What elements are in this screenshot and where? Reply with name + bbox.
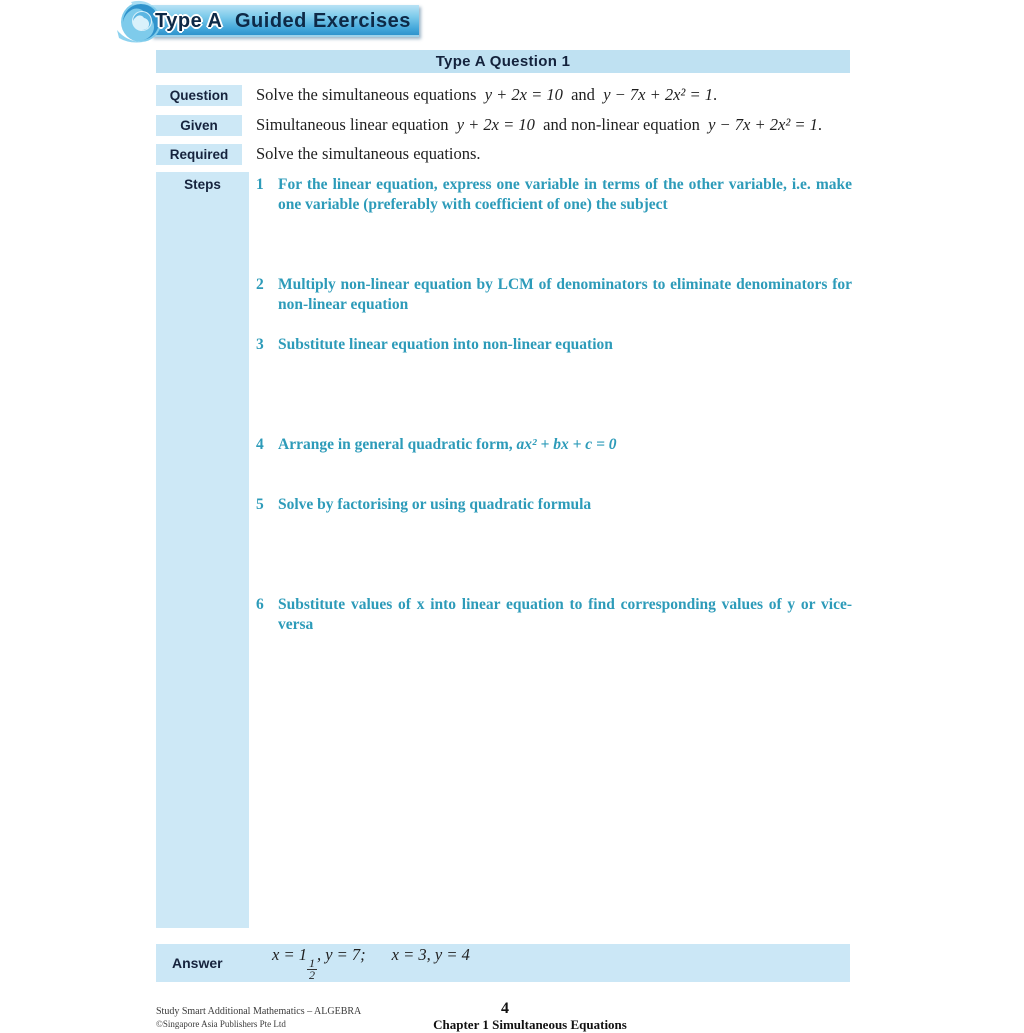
step-text <box>278 275 852 315</box>
given-text-1: Simultaneous linear equation <box>256 115 449 134</box>
question-text-1: Solve the simultaneous equations <box>256 85 477 104</box>
step-text-body: For the linear equation, express one variable in terms of the other variable, i.e. make one variable (preferably with coefficient of one) the subject <box>278 176 852 213</box>
question-eq-1: y + 2x = 10 <box>484 85 563 104</box>
footer-copyright: ©Singapore Asia Publishers Pte Ltd <box>156 1019 286 1029</box>
banner-title-type: Type A <box>155 10 223 32</box>
question-header-text: Type A Question 1 <box>435 53 571 70</box>
question-eq-2: y − 7x + 2x² = 1 <box>603 85 714 104</box>
question-label-box <box>156 85 242 106</box>
answer-fraction <box>307 958 317 981</box>
given-eq-2: y − 7x + 2x² = 1 <box>708 115 818 134</box>
step-number: 1 <box>256 176 264 193</box>
step-text-body: Arrange in general quadratic form, <box>278 436 513 453</box>
step-number: 2 <box>256 276 264 293</box>
question-text-2: and <box>571 85 595 104</box>
step-text-body: Substitute linear equation into non-linear equation <box>278 336 613 353</box>
banner-title-exercises: Guided Exercises <box>235 10 411 32</box>
question-text <box>256 85 852 105</box>
question-label: Question <box>169 88 229 103</box>
required-text: Solve the simultaneous equations. <box>256 144 481 163</box>
step-math: ax² + bx + c = 0 <box>516 436 617 453</box>
step-item-4 <box>256 435 852 455</box>
answer-bar <box>156 944 850 982</box>
answer-label: Answer <box>172 955 223 971</box>
question-period: . <box>713 85 718 104</box>
step-text-body: Multiply non-linear equation by LCM of denominators to eliminate denominators for non-linear equation <box>278 276 852 313</box>
step-item-2 <box>256 275 852 315</box>
given-label-box <box>156 115 242 136</box>
steps-label-column <box>156 172 249 928</box>
step-number: 3 <box>256 336 264 353</box>
step-text <box>278 435 852 455</box>
step-text <box>278 495 852 515</box>
step-number: 4 <box>256 436 264 453</box>
steps-label: Steps <box>184 177 221 192</box>
answer-pre: x = 1 <box>272 945 307 964</box>
fraction-denominator: 2 <box>308 968 315 982</box>
step-item-3 <box>256 335 852 355</box>
answer-second: x = 3, y = 4 <box>391 945 470 964</box>
required-label: Required <box>169 147 229 162</box>
footer-chapter-title: Chapter 1 Simultaneous Equations <box>433 1017 627 1032</box>
step-item-6 <box>256 595 852 635</box>
step-text <box>278 175 852 215</box>
footer-book-title: Study Smart Additional Mathematics – ALGEBRA <box>156 1006 362 1017</box>
step-number: 5 <box>256 496 264 513</box>
given-label: Given <box>180 118 218 133</box>
step-item-1 <box>256 175 852 215</box>
step-text <box>278 335 852 355</box>
given-eq-1: y + 2x = 10 <box>456 115 535 134</box>
chapter-banner <box>113 2 421 40</box>
step-text-body: Substitute values of x into linear equation to find corresponding values of y or vice-versa <box>278 596 852 633</box>
fraction-numerator: 1 <box>308 956 315 970</box>
answer-post: , y = 7; <box>316 945 366 964</box>
step-text <box>278 595 852 635</box>
given-text-2: and non-linear equation <box>543 115 700 134</box>
required-label-box <box>156 144 242 165</box>
step-number: 6 <box>256 596 264 613</box>
answer-value <box>272 945 470 981</box>
given-period: . <box>817 115 823 134</box>
question-header-bar <box>156 50 850 73</box>
given-text <box>256 115 852 135</box>
footer-page-number: 4 <box>501 1000 509 1017</box>
step-text-body: Solve by factorising or using quadratic formula <box>278 496 592 513</box>
step-item-5 <box>256 495 852 515</box>
